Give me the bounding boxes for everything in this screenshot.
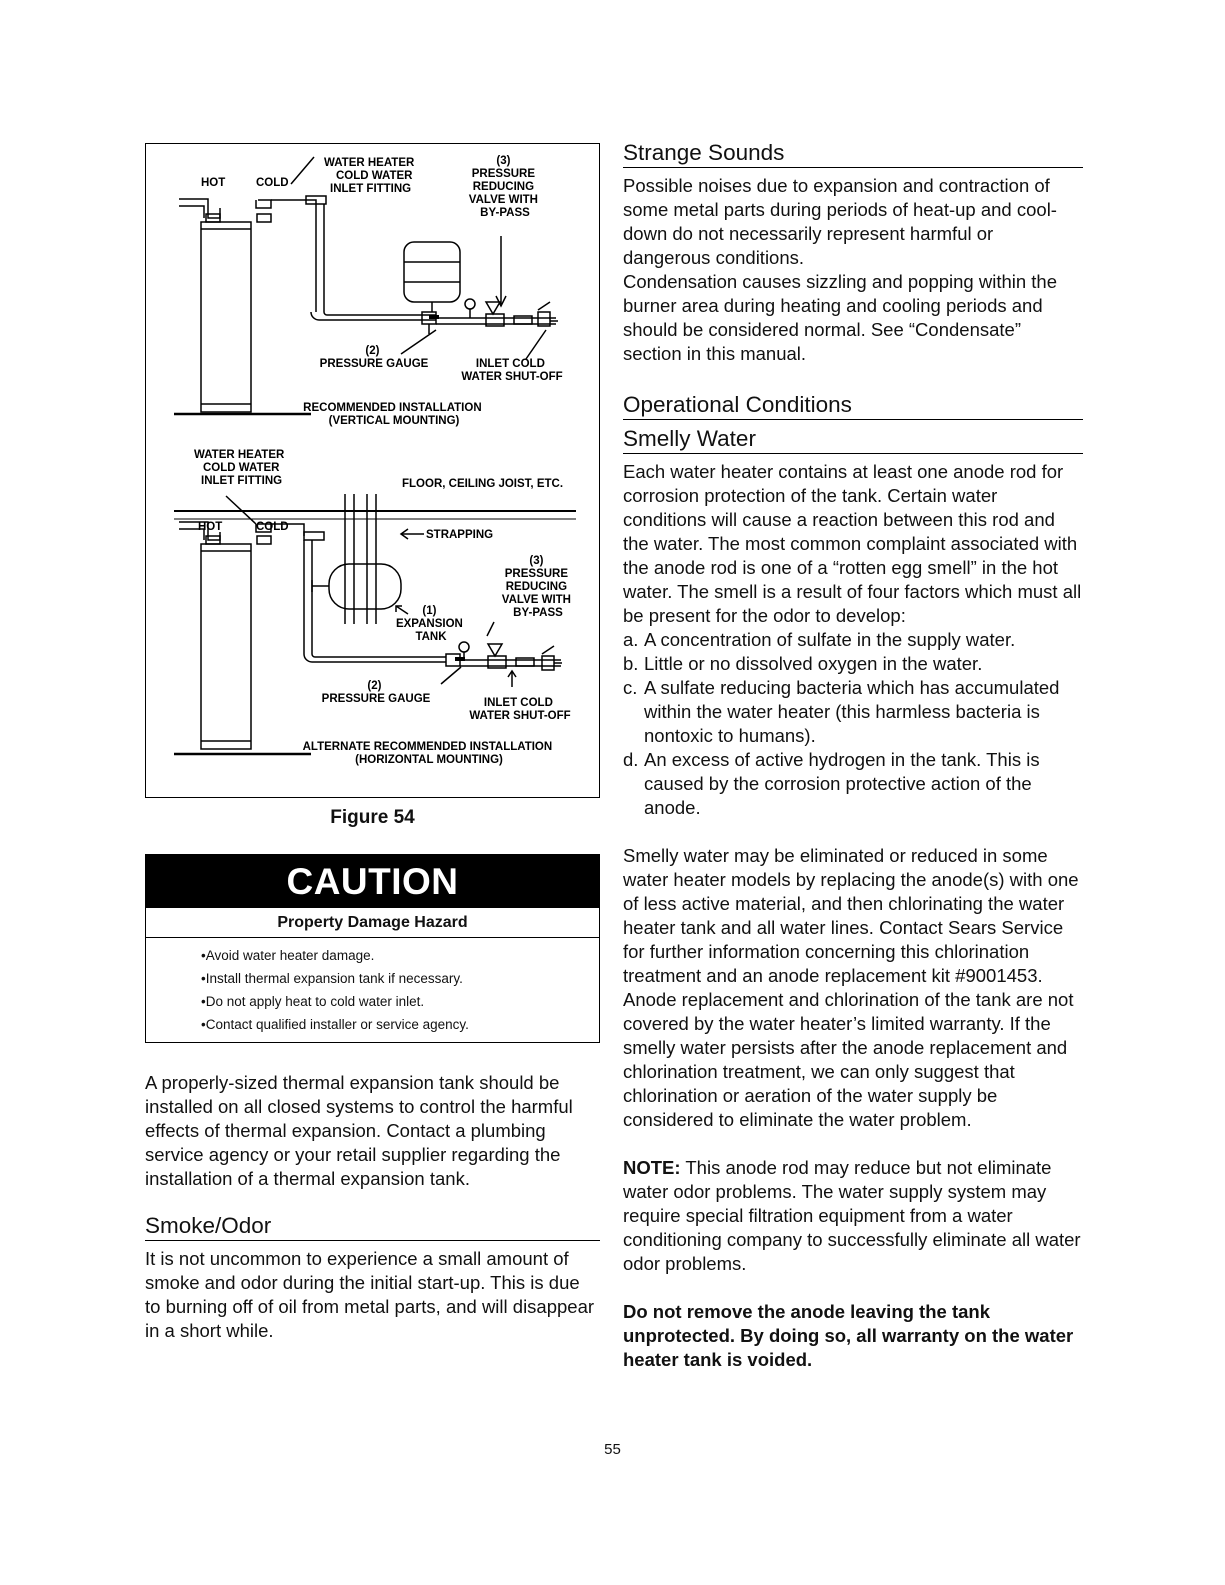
- list-item: c. A sulfate reducing bacteria which has accumulated within the water heater (this harmless bacteria is nontoxic to humans).: [623, 677, 1060, 746]
- hot-label-1: HOT: [201, 177, 226, 189]
- cold-label-1: COLD: [256, 177, 289, 189]
- cold-label-2: COLD: [256, 521, 289, 533]
- installation-figure: [145, 143, 600, 798]
- wh-inlet-label-1: WATER HEATER COLD WATER INLET FITTING: [324, 157, 415, 195]
- strange-sounds-paragraph-1: Possible noises due to expansion and contraction of some metal parts during periods of heat-up and cool-down do not necessarily represent harmful or dangerous conditions.: [623, 175, 1057, 268]
- strapping-label: STRAPPING: [426, 529, 494, 541]
- caution-item: • Do not apply heat to cold water inlet.: [201, 990, 599, 1013]
- smelly-water-heading: Smelly Water: [623, 426, 1083, 454]
- caution-item: • Install thermal expansion tank if necessary.: [201, 967, 599, 990]
- warranty-warning: Do not remove the anode leaving the tank unprotected. By doing so, all warranty on the water heater tank is voided.: [623, 1301, 1074, 1370]
- wh-inlet-label-2: WATER HEATER COLD WATER INLET FITTING: [194, 449, 285, 487]
- floor-label: FLOOR, CEILING JOIST, ETC.: [402, 478, 564, 490]
- eliminate-paragraph: Smelly water may be eliminated or reduced in some water heater models by replacing the anode(s) with one of less active material, and then chlorinating the water heater tank and all water lines. Contact Sears Service for further information concerning this chlorination treatment and an anode replacement kit #9001453. Anode replacement and chlorination of the tank are not covered by the water heater’s limited warranty. If the smelly water persists after the anode replacement and chlorination treatment, we can only suggest that chlorination or aeration of the water supply be considered to eliminate the water problem.: [623, 845, 1079, 1130]
- install-label-1: RECOMMENDED INSTALLATION (VERTICAL MOUNTING): [303, 402, 482, 427]
- water-heater-tank-2: [201, 544, 251, 749]
- water-heater-tank-1: [201, 222, 251, 412]
- hot-label-2: HOT: [198, 521, 223, 533]
- list-item: b. Little or no dissolved oxygen in the water.: [623, 653, 983, 674]
- prv-label-2: (3) PRESSURE REDUCING VALVE WITH BY-PASS: [501, 555, 572, 619]
- strange-sounds-heading: Strange Sounds: [623, 140, 1083, 168]
- note-paragraph: NOTE: This anode rod may reduce but not eliminate water odor problems. The water supply system may require special filtration equipment from a water conditioning company to successfully eliminate all water odor problems.: [623, 1157, 1081, 1274]
- operational-conditions-heading: Operational Conditions: [623, 392, 1083, 420]
- installation-diagram: [146, 144, 601, 799]
- strange-sounds-paragraph-2: Condensation causes sizzling and popping within the burner area during heating and cooling periods and should be considered normal. See “Condensate” section in this manual.: [623, 271, 1058, 364]
- list-item: d. An excess of active hydrogen in the tank. This is caused by the corrosion protective action of the anode.: [623, 749, 1040, 818]
- right-column: [623, 140, 1083, 1372]
- smoke-odor-heading: Smoke/Odor: [145, 1213, 600, 1241]
- expansion-tank-label: (1) EXPANSION TANK: [395, 605, 463, 643]
- prv-label-1: (3) PRESSURE REDUCING VALVE WITH BY-PASS: [468, 155, 539, 219]
- expansion-paragraph: A properly-sized thermal expansion tank should be installed on all closed systems to control the harmful effects of thermal expansion. Contact a plumbing service agency or your retail supplier regarding the installation of a thermal expansion tank.: [145, 1072, 573, 1189]
- list-item: a. A concentration of sulfate in the supply water.: [623, 629, 1016, 650]
- note-label: NOTE:: [623, 1157, 681, 1178]
- figure-caption: Figure 54: [330, 807, 415, 828]
- install-label-2: ALTERNATE RECOMMENDED INSTALLATION (HORIZONTAL MOUNTING): [302, 741, 553, 766]
- odor-factors-list: [623, 628, 1083, 820]
- caution-list: [146, 938, 599, 1042]
- shutoff-label-1: INLET COLD WATER SHUT-OFF: [461, 358, 563, 383]
- caution-item: • Contact qualified installer or service agency.: [201, 1013, 599, 1036]
- page-number: 55: [604, 1441, 621, 1458]
- caution-title: CAUTION: [146, 855, 599, 908]
- caution-subtitle: Property Damage Hazard: [146, 908, 599, 938]
- left-column: [145, 143, 600, 1343]
- gauge-label-2: (2) PRESSURE GAUGE: [321, 680, 431, 705]
- expansion-tank-1: [404, 242, 460, 302]
- caution-item: • Avoid water heater damage.: [201, 944, 599, 967]
- smoke-odor-paragraph: It is not uncommon to experience a small amount of smoke and odor during the initial start-up. This is due to burning off of oil from metal parts, and will disappear in a short while.: [145, 1248, 595, 1341]
- caution-box: [145, 854, 600, 1043]
- gauge-label-1: (2) PRESSURE GAUGE: [319, 345, 429, 370]
- expansion-tank-2: [329, 564, 401, 609]
- smelly-water-paragraph: Each water heater contains at least one anode rod for corrosion protection of the tank. Certain water conditions will cause a reaction between this rod and the water. The most common complaint associated with the anode rod is one of a “rotten egg smell” in the hot water. The smell is a result of four factors which must all be present for the odor to develop:: [623, 461, 1082, 626]
- shutoff-label-2: INLET COLD WATER SHUT-OFF: [469, 697, 571, 722]
